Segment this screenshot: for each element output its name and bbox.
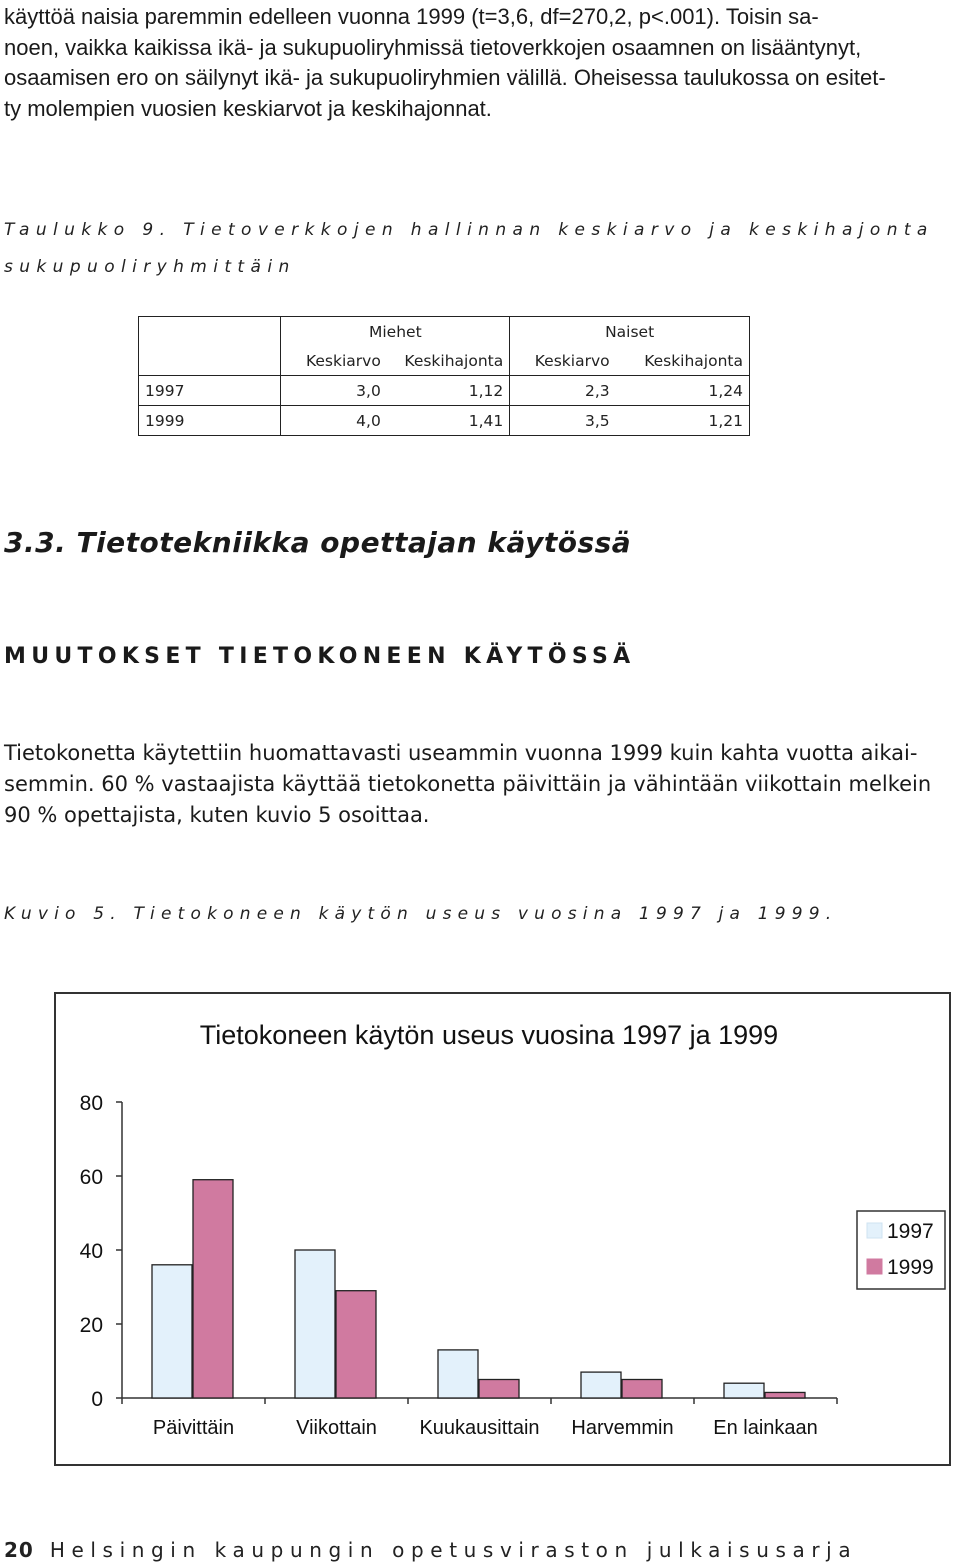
x-category-label: Viikottain	[296, 1417, 377, 1439]
legend-swatch	[867, 1259, 882, 1274]
x-category-label: Harvemmin	[571, 1417, 674, 1439]
y-tick-label: 40	[79, 1240, 103, 1263]
bar-1997	[581, 1372, 621, 1398]
group-header-men: Miehet	[281, 317, 510, 347]
table-header-row	[139, 317, 750, 347]
table-subheader-row	[139, 346, 750, 376]
chart-title: Tietokoneen käytön useus vuosina 1997 ja 1999	[199, 1020, 779, 1050]
body-line: semmin. 60 % vastaajista käyttää tietokonetta päivittäin ja vähintään viikottain melkein	[4, 772, 932, 796]
row-year: 1997	[139, 376, 281, 406]
body-line: 90 % opettajista, kuten kuvio 5 osoittaa.	[4, 803, 430, 827]
intro-line: käyttöä naisia paremmin edelleen vuonna 1999 (t=3,6, df=270,2, p<.001). Toisin sa-	[4, 4, 819, 29]
y-tick-label: 60	[79, 1166, 103, 1189]
bar-1997	[295, 1250, 335, 1398]
body-line: Tietokonetta käytettiin huomattavasti useammin vuonna 1999 kuin kahta vuotta aikai-	[4, 741, 918, 765]
table-row	[139, 406, 750, 436]
row-year: 1999	[139, 406, 281, 436]
col-header-sd: Keskihajonta	[616, 346, 750, 376]
bar-1997	[724, 1383, 764, 1398]
group-header-women: Naiset	[510, 317, 750, 347]
cell-women-mean: 2,3	[510, 376, 616, 406]
table-row	[139, 376, 750, 406]
stats-table	[138, 316, 750, 436]
x-category-label: Päivittäin	[152, 1417, 235, 1439]
x-category-label: En lainkaan	[713, 1417, 818, 1439]
bar-1999	[622, 1380, 662, 1399]
bar-1999	[336, 1291, 376, 1398]
bar-1997	[152, 1265, 192, 1398]
col-header-mean: Keskiarvo	[510, 346, 616, 376]
cell-men-mean: 3,0	[281, 376, 387, 406]
bar-1999	[479, 1380, 519, 1399]
legend-label: 1999	[887, 1256, 934, 1279]
intro-line: noen, vaikka kaikissa ikä- ja sukupuoliryhmissä tietoverkkojen osaamnen on lisääntynyt,	[4, 34, 862, 60]
page-number: 20	[4, 1538, 34, 1562]
page-footer	[4, 1538, 857, 1562]
cell-men-sd: 1,41	[387, 406, 510, 436]
y-tick-label: 20	[79, 1314, 103, 1337]
cell-women-sd: 1,21	[616, 406, 750, 436]
legend-swatch	[867, 1223, 882, 1238]
bar-1997	[438, 1350, 478, 1398]
cell-men-sd: 1,12	[387, 376, 510, 406]
table-caption-line2: sukupuoliryhmittäin	[4, 257, 296, 277]
cell-women-sd: 1,24	[616, 376, 750, 406]
bar-1999	[193, 1180, 233, 1398]
figure-caption: Kuvio 5. Tietokoneen käytön useus vuosina 1997 ja 1999.	[4, 904, 838, 924]
y-tick-label: 80	[79, 1092, 103, 1115]
col-header-mean: Keskiarvo	[281, 346, 387, 376]
bar-chart	[56, 994, 949, 1464]
intro-line: ty molempien vuosien keskiarvot ja keskihajonnat.	[4, 95, 492, 121]
y-tick-label: 0	[91, 1388, 103, 1411]
cell-women-mean: 3,5	[510, 406, 616, 436]
section-heading: 3.3. Tietotekniikka opettajan käytössä	[4, 526, 632, 559]
body-paragraph	[4, 738, 956, 831]
x-category-label: Kuukausittain	[419, 1417, 540, 1439]
intro-paragraph	[4, 2, 956, 124]
subsection-heading: MUUTOKSET TIETOKONEEN KÄYTÖSSÄ	[4, 644, 636, 669]
bar-1999	[765, 1392, 805, 1398]
table-caption-line1: Taulukko 9. Tietoverkkojen hallinnan keskiarvo ja keskihajonta	[4, 220, 934, 240]
legend-label: 1997	[887, 1220, 934, 1243]
cell-men-mean: 4,0	[281, 406, 387, 436]
chart-frame	[54, 992, 951, 1466]
intro-line: osaamisen ero on säilynyt ikä- ja sukupuoliryhmien välillä. Oheisessa taulukossa on esitet-	[4, 65, 886, 90]
col-header-sd: Keskihajonta	[404, 351, 504, 370]
publication-series: Helsingin kaupungin opetusviraston julkaisusarja	[49, 1538, 858, 1562]
